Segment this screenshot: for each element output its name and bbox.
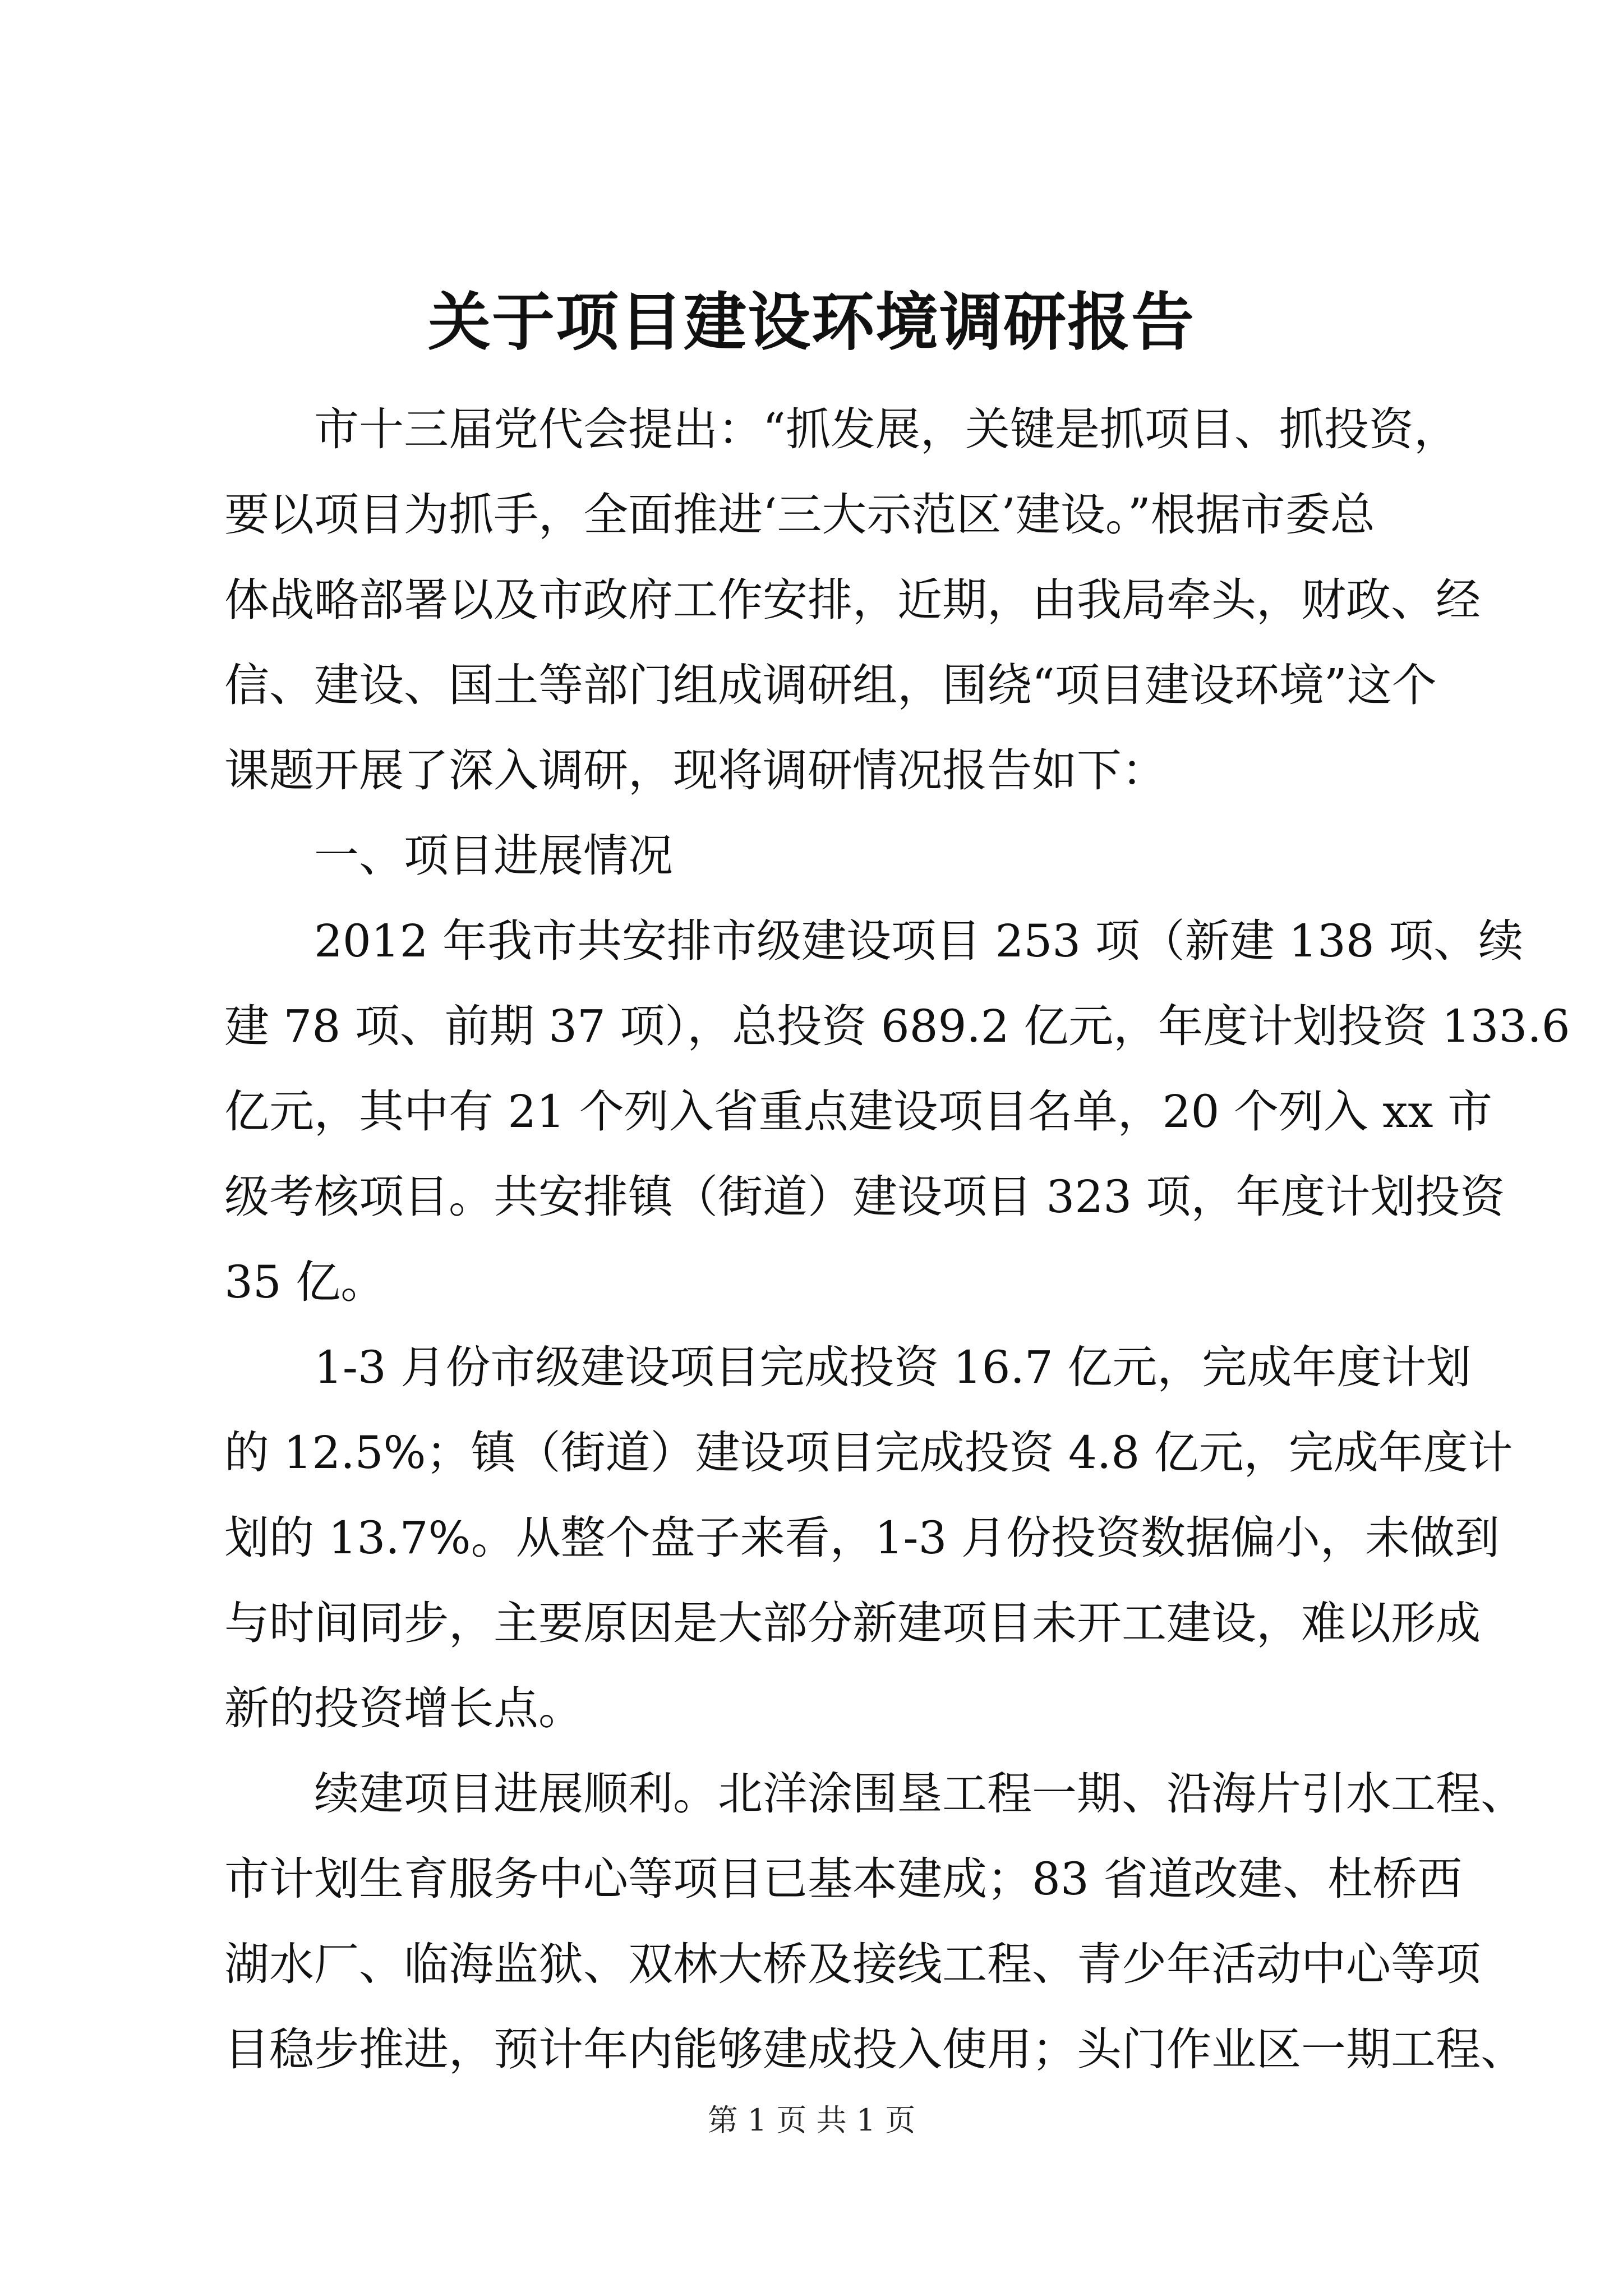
page-footer: 第 1 页 共 1 页 xyxy=(707,2102,916,2138)
document-body xyxy=(224,387,1570,2092)
text-line: 信、建设、国土等部门组成调研组，围绕“项目建设环境”这个 xyxy=(224,659,1437,711)
text-line: 2012 年我市共安排市级建设项目 253 项（新建 138 项、续 xyxy=(314,915,1524,967)
text-line: 一、项目进展情况 xyxy=(314,830,673,882)
text-line: 与时间同步，主要原因是大部分新建项目未开工建设，难以形成 xyxy=(224,1597,1481,1649)
text-line: 续建项目进展顺利。北洋涂围垦工程一期、沿海片引水工程、 xyxy=(314,1768,1525,1820)
text-line: 市计划生育服务中心等项目已基本建成；83 省道改建、杜桥西 xyxy=(224,1853,1463,1905)
text-line: 亿元，其中有 21 个列入省重点建设项目名单，20 个列入 xx 市 xyxy=(224,1085,1492,1138)
text-line: 课题开展了深入调研，现将调研情况报告如下： xyxy=(224,744,1166,797)
text-line: 体战略部署以及市政府工作安排，近期，由我局牵头，财政、经 xyxy=(224,574,1481,626)
text-line: 35 亿。 xyxy=(224,1256,386,1308)
text-line: 湖水厂、临海监狱、双林大桥及接线工程、青少年活动中心等项 xyxy=(224,1938,1481,1990)
text-line: 1-3 月份市级建设项目完成投资 16.7 亿元，完成年度计划 xyxy=(314,1341,1472,1393)
text-line: 级考核项目。共安排镇（街道）建设项目 323 项，年度计划投资 xyxy=(224,1171,1505,1223)
text-line: 划的 13.7%。从整个盘子来看，1-3 月份投资数据偏小，未做到 xyxy=(224,1512,1500,1564)
text-line: 要以项目为抓手，全面推进‘三大示范区’建设。”根据市委总 xyxy=(224,489,1375,541)
text-line: 目稳步推进，预计年内能够建成投入使用；头门作业区一期工程、 xyxy=(224,2023,1525,2076)
document-title: 关于项目建设环境调研报告 xyxy=(428,286,1195,359)
text-line: 的 12.5%；镇（街道）建设项目完成投资 4.8 亿元，完成年度计 xyxy=(224,1427,1513,1479)
text-line: 新的投资增长点。 xyxy=(224,1682,583,1734)
text-line: 市十三届党代会提出：“抓发展，关键是抓项目、抓投资， xyxy=(314,403,1459,455)
text-line: 建 78 项、前期 37 项），总投资 689.2 亿元，年度计划投资 133.6 xyxy=(224,1000,1570,1052)
